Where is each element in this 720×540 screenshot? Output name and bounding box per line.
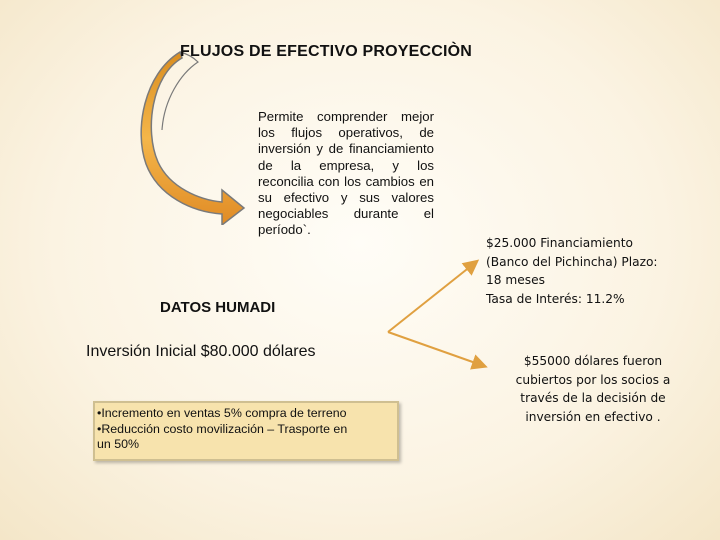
financiamiento-text <box>486 234 686 308</box>
box-line-3: un 50% <box>97 437 140 451</box>
curved-arrow-icon <box>140 50 250 225</box>
inversion-inicial-text: Inversión Inicial $80.000 dólares <box>86 343 316 360</box>
socios-line-3: través de la decisión de <box>520 391 666 406</box>
box-line-2: •Reducción costo movilización – Trasporte en <box>97 421 348 436</box>
financiamiento-line-4: Tasa de Interés: 11.2% <box>486 291 625 306</box>
socios-text <box>503 352 683 426</box>
data-box <box>93 401 399 461</box>
financiamiento-line-3: 18 meses <box>486 273 545 288</box>
socios-line-2: cubiertos por los socios a <box>515 372 671 387</box>
slide-title: FLUJOS DE EFECTIVO PROYECCIÒN <box>180 43 473 60</box>
datos-heading: DATOS HUMADI <box>160 299 276 316</box>
branch-arrow-icon <box>380 250 490 400</box>
box-line-1: •Incremento en ventas 5% compra de terreno <box>97 406 347 420</box>
socios-line-4: inversión en efectivo . <box>525 409 661 424</box>
financiamiento-line-1: $25.000 Financiamiento <box>486 236 633 250</box>
financiamiento-line-2: (Banco del Pichincha) Plazo: <box>486 254 658 269</box>
description-text: Permite comprender mejor los flujos operativos, de inversión y de financiamiento de la empresa, y los reconcilia con los cambios en su efectivo y sus valores negociables durante el período`. <box>258 109 434 238</box>
socios-line-1: $55000 dólares fueron <box>523 354 663 368</box>
